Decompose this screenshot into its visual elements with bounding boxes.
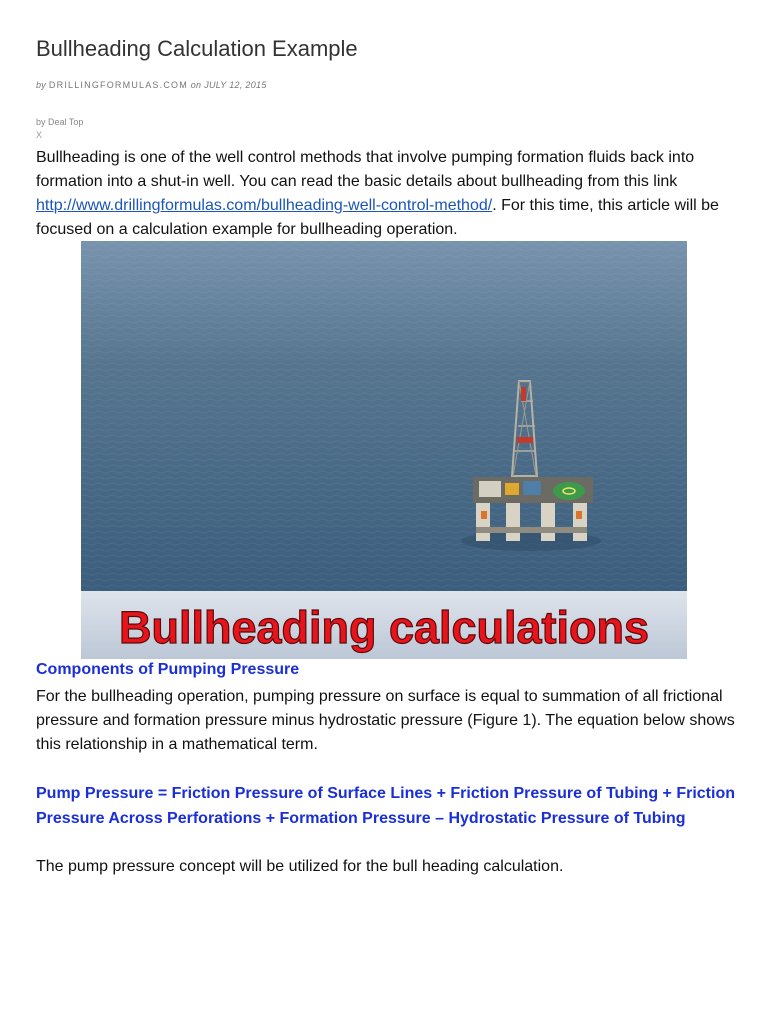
pump-pressure-equation: Pump Pressure = Friction Pressure of Surface Lines + Friction Pressure of Tubing + Friction Pressure Across Perforations + Formation Pressure – Hydrostatic Pressure of Tubing [36,785,735,827]
intro-paragraph [36,146,736,242]
bullheading-method-link[interactable]: http://www.drillingformulas.com/bullheading-well-control-method/ [36,197,493,214]
hero-image [81,241,687,659]
author-line: by Deal Top [36,117,84,127]
components-paragraph: For the bullheading operation, pumping pressure on surface is equal to summation of all frictional pressure and formation pressure minus hydrostatic pressure (Figure 1). The equation below shows this relationship in a mathematical term. [36,688,735,753]
byline-by: by [36,80,47,90]
page-title: Bullheading Calculation Example [36,36,358,61]
close-mark[interactable]: X [36,130,43,140]
banner-title: Bullheading calculations [119,602,649,653]
intro-text-before-link: Bullheading is one of the well control methods that involve pumping formation fluids back into formation into a shut-in well. You can read the basic details about bullheading from this link [36,149,695,190]
byline-date: JULY 12, 2015 [204,80,267,90]
byline-site-link[interactable]: DRILLINGFORMULAS.COM [48,80,188,90]
offshore-rig-photo [81,241,687,659]
byline-on: on [190,80,202,90]
intro-text-after-link: . For this time, this article will be focused on a calculation example for bullheading operation. [36,197,719,238]
closing-paragraph: The pump pressure concept will be utilized for the bull heading calculation. [36,858,564,875]
byline [36,80,267,90]
section-heading: Components of Pumping Pressure [36,661,300,678]
